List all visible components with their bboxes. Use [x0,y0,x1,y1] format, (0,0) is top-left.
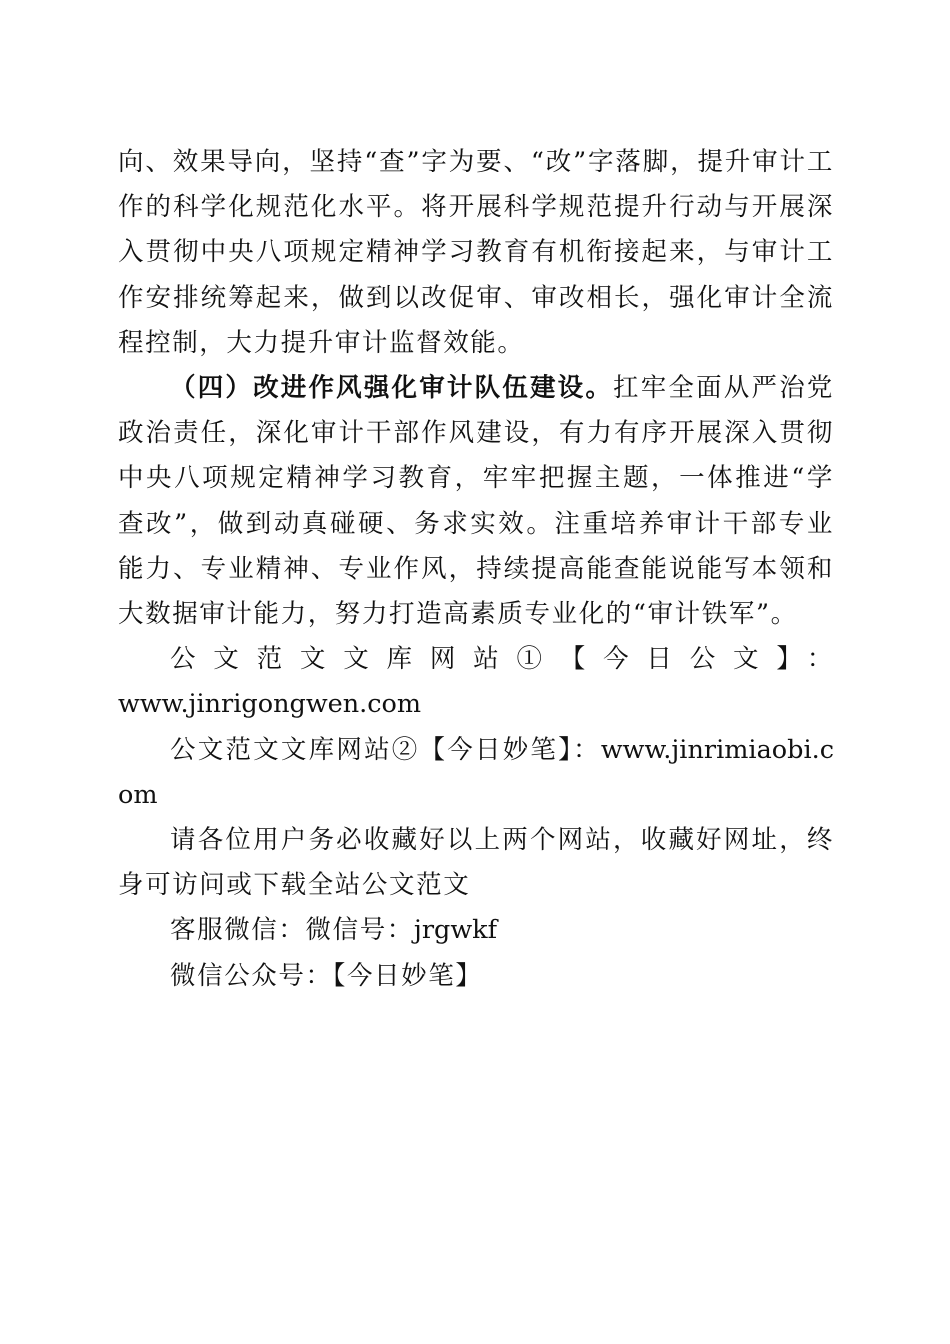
website-one-url[interactable]: www.jinrigongwen.com [118,689,422,720]
website-two-url[interactable]: www.jinrimiaobi.com [118,734,834,810]
customer-service-id: jrgwkf [413,915,498,946]
section-four-heading: （四）改进作风强化审计队伍建设。 [170,373,614,404]
bookmark-notice: 请各位用户务必收藏好以上两个网站，收藏好网址，终身可访问或下载全站公文范文 [118,825,834,901]
section-four-body: 扛牢全面从严治党政治责任，深化审计干部作风建设，有力有序开展深入贯彻中央八项规定精神学习教育，牢牢把握主题，一体推进“学查改”，做到动真碰硬、务求实效。注重培养审计干部专业能力、专业精神、专业作风，持续提高能查能说能写本领和大数据审计能力，努力打造高素质专业化的“审计铁军”。 [118,373,834,630]
customer-service-line [118,908,834,953]
website-two-line [118,728,834,818]
paragraph-effect-orientation: 向、效果导向，坚持“查”字为要、“改”字落脚，提升审计工作的科学化规范化水平。将开展科学规范提升行动与开展深入贯彻中央八项规定精神学习教育有机衔接起来，与审计工作安排统筹起来，做到以改促审、审改相长，强化审计全流程控制，大力提升审计监督效能。 [118,147,834,358]
paragraph-section-four [118,366,834,637]
website-one-url-line [118,682,834,727]
customer-service-label: 客服微信：微信号： [170,915,414,946]
website-one-line [118,637,834,682]
document-page [118,140,834,999]
website-one-label: 公文范文文库网站①【今日公文】： [170,644,834,675]
website-two-label: 公文范文文库网站②【今日妙笔】： [170,734,601,765]
official-account-line: 微信公众号：【今日妙笔】 [170,960,483,991]
